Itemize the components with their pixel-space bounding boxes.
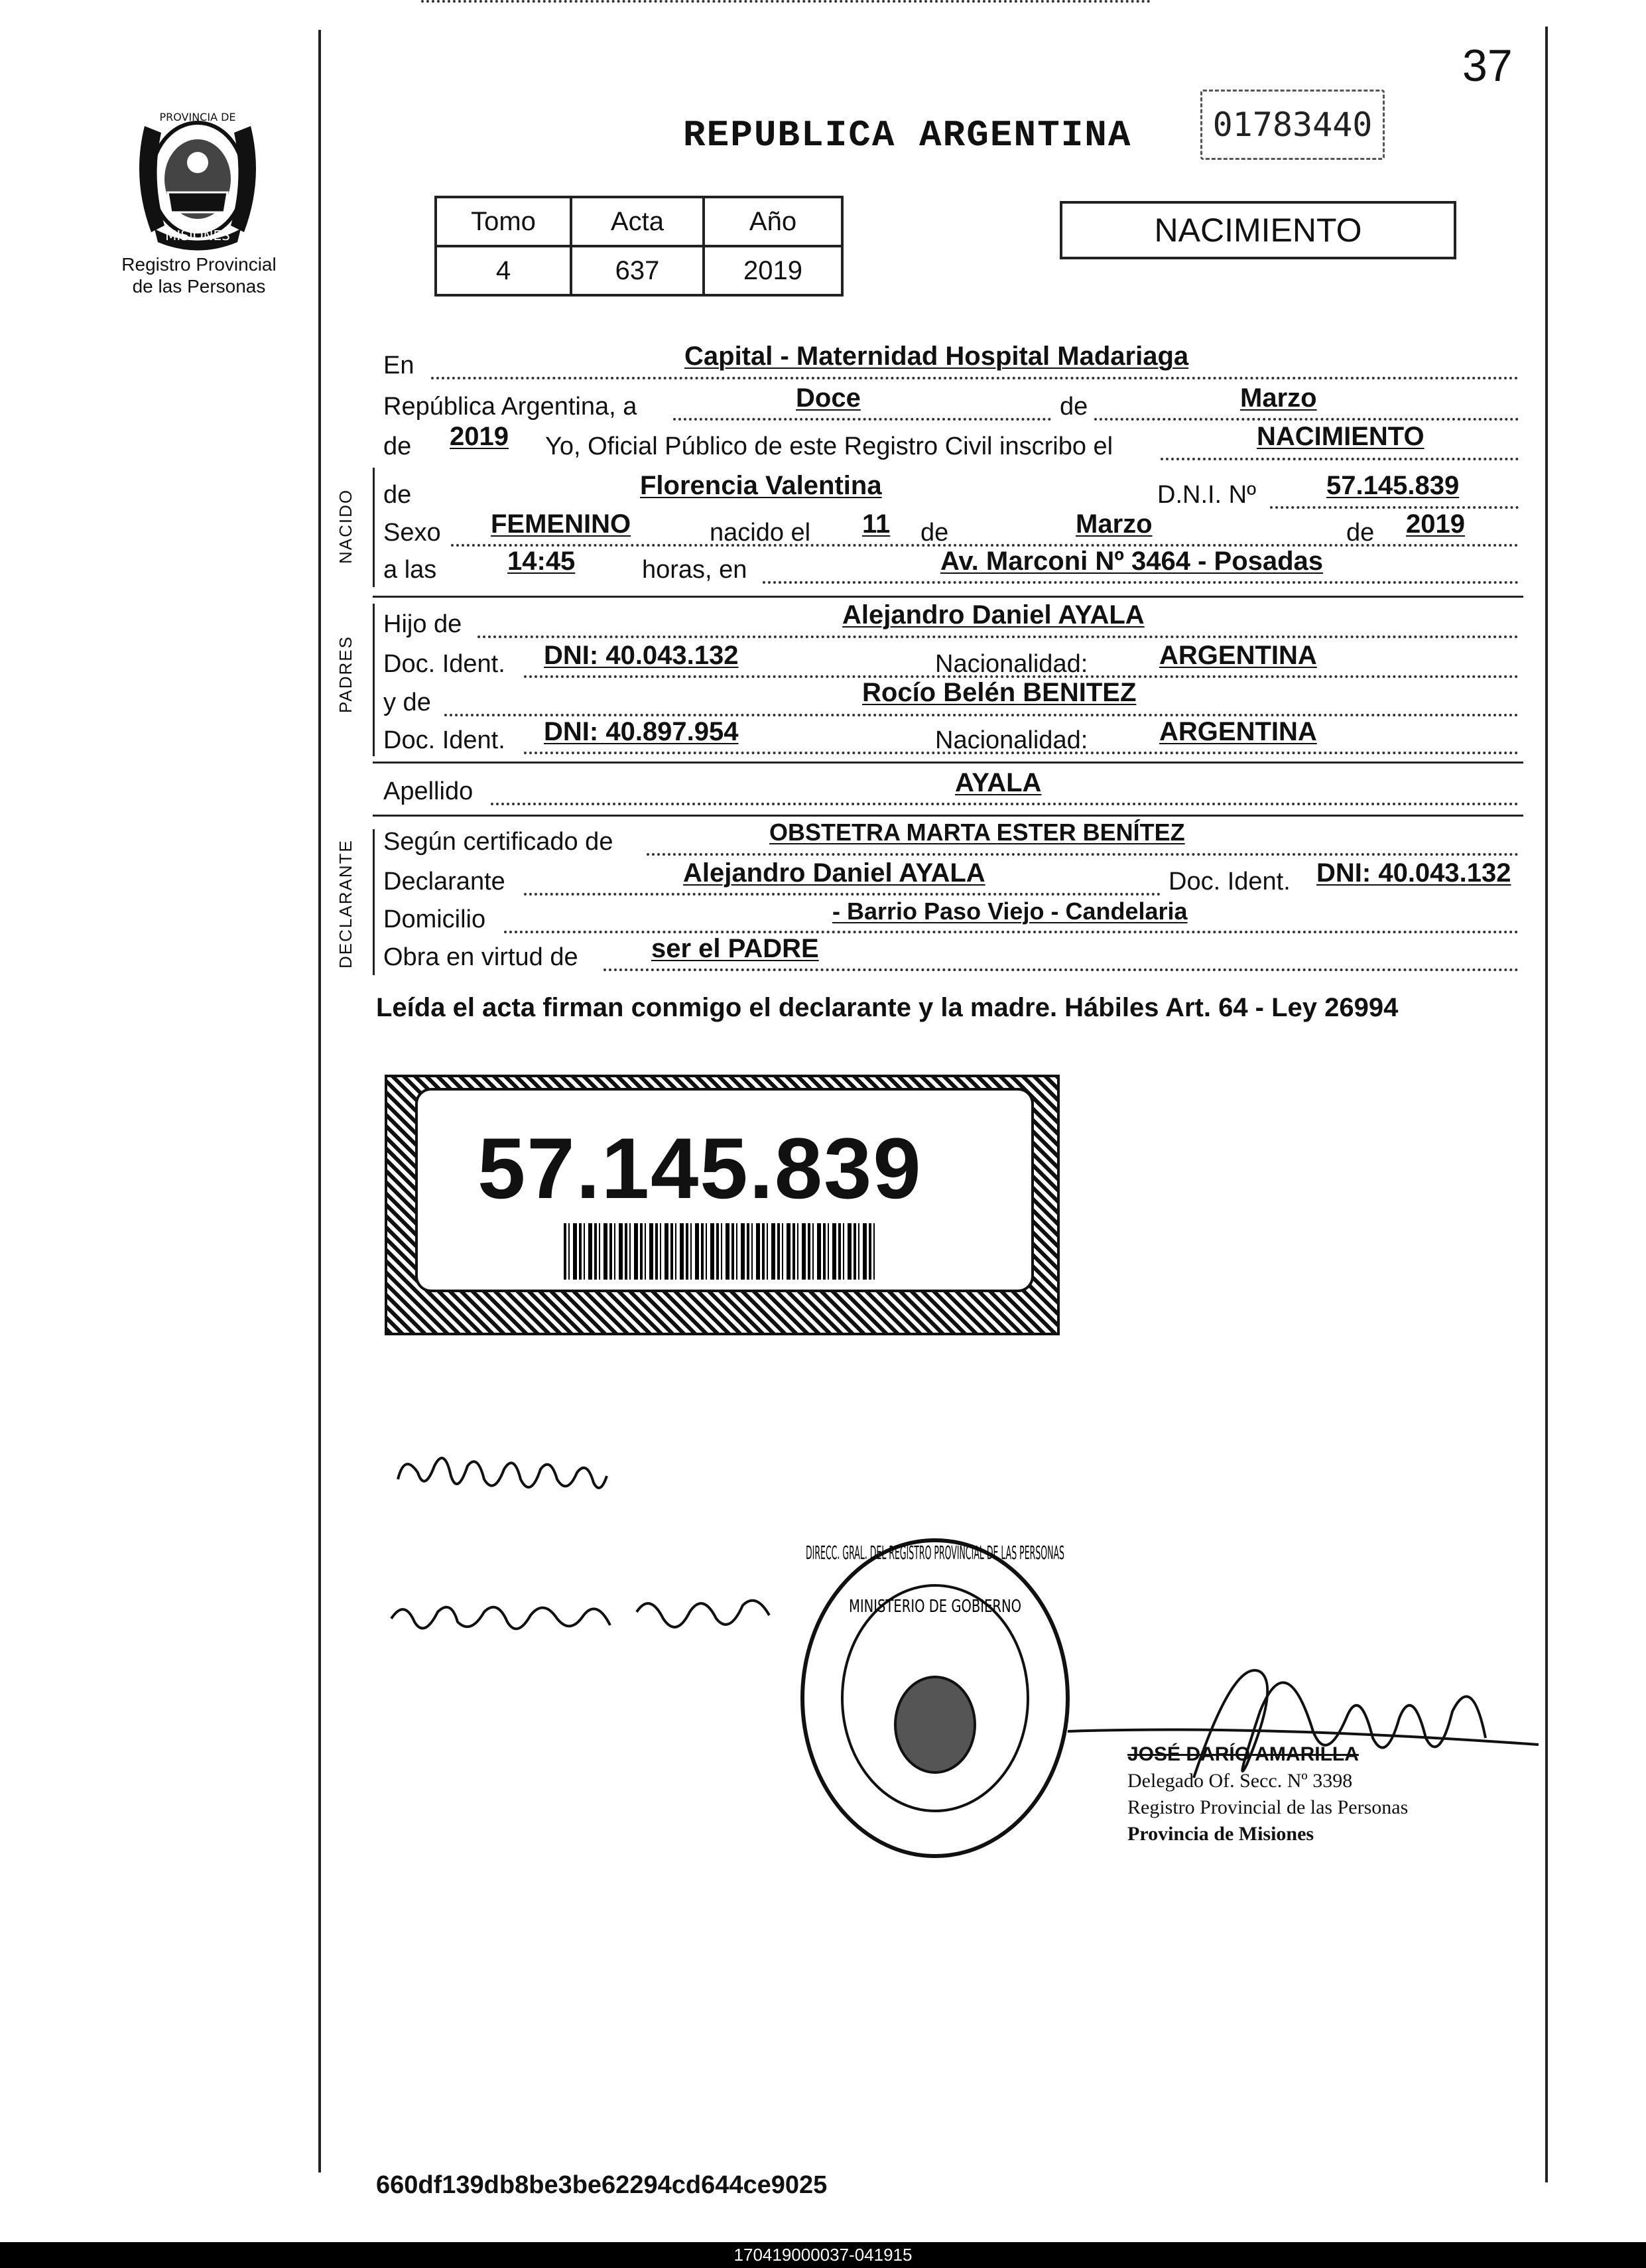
place-value: Av. Marconi Nº 3464 - Posadas (940, 547, 1324, 576)
father-doc: DNI: 40.043.132 (544, 641, 739, 670)
seal-inner-text: MINISTERIO DE GOBIERNO (849, 1597, 1021, 1617)
serial-number: 01783440 (1200, 90, 1385, 160)
bracket-declarante (373, 829, 375, 975)
domicilio-value: - Barrio Paso Viejo - Candelaria (832, 898, 1188, 925)
time-value: 14:45 (507, 547, 576, 576)
segun-label: Según certificado de (383, 828, 613, 856)
record-table-value-ano: 2019 (704, 246, 842, 295)
record-table-value-tomo: 4 (436, 246, 571, 295)
official-province: Provincia de Misiones (1127, 1823, 1314, 1845)
right-margin-line (1545, 27, 1548, 2182)
en-label: En (383, 352, 414, 379)
record-table-header-acta: Acta (571, 197, 704, 246)
bracket-nacido (373, 468, 375, 587)
mother-value: Rocío Belén BENITEZ (862, 678, 1137, 707)
separator-1 (373, 596, 1523, 598)
bracket-padres (373, 604, 375, 756)
place-dots (763, 581, 1519, 584)
document-title: REPUBLICA ARGENTINA (683, 114, 1132, 157)
mother-doc: DNI: 40.897.954 (544, 717, 739, 746)
domicilio-dots (504, 931, 1519, 933)
apellido-label: Apellido (383, 777, 474, 805)
de3-label: de (383, 481, 412, 509)
mother-dots (444, 714, 1519, 716)
hijo-label: Hijo de (383, 610, 462, 638)
side-label-padres: PADRES (336, 635, 355, 713)
seal-coat-of-arms-icon (895, 1677, 975, 1772)
de-label: de (1060, 393, 1088, 421)
nac1-label: Nacionalidad: (935, 650, 1088, 678)
republica-label: República Argentina, a (383, 393, 637, 421)
inscribe-value: NACIMIENTO (1257, 422, 1424, 451)
horas-label: horas, en (642, 556, 747, 584)
declarante-label: Declarante (383, 868, 505, 896)
mother-nat: ARGENTINA (1159, 717, 1317, 746)
signature-madre (385, 1572, 809, 1672)
barcode-icon (564, 1223, 875, 1280)
logo-caption (99, 253, 298, 297)
logo-caption-line2: de las Personas (132, 276, 266, 297)
cert-value: OBSTETRA MARTA ESTER BENÍTEZ (769, 819, 1185, 846)
month-value: Marzo (1240, 383, 1317, 413)
doc1-label: Doc. Ident. (383, 650, 505, 678)
name-dots (421, 0, 1151, 3)
signature-declarante (391, 1439, 617, 1519)
closing-text: Leída el acta firman conmigo el declarante y la madre. Hábiles Art. 64 - Ley 26994 (376, 993, 1399, 1022)
side-label-declarante: DECLARANTE (336, 839, 355, 968)
province-coat-of-arms-icon (125, 100, 271, 252)
side-label-nacido: NACIDO (336, 488, 355, 564)
svg-text:PROVINCIA DE: PROVINCIA DE (159, 111, 236, 123)
official-stamp (1127, 1741, 1408, 1847)
obra-dots (603, 968, 1519, 971)
de5-label: de (1346, 519, 1375, 547)
province-logo (125, 100, 271, 252)
footer-code: 170419000037-041915 (733, 2245, 913, 2265)
dni-dots (1270, 506, 1519, 509)
obra-value: ser el PADRE (651, 934, 819, 963)
doc2-dots (524, 752, 1519, 754)
en-value: Capital - Maternidad Hospital Madariaga (684, 342, 1189, 371)
dni-label: D.N.I. Nº (1157, 481, 1256, 509)
father-nat: ARGENTINA (1159, 641, 1317, 670)
record-table-header-tomo: Tomo (436, 197, 571, 246)
doc2-label: Doc. Ident. (383, 726, 505, 754)
cert-dots (647, 853, 1519, 856)
dni-value: 57.145.839 (1326, 471, 1460, 500)
document-hash: 660df139db8be3be62294cd644ce9025 (376, 2171, 828, 2199)
sexo-value: FEMENINO (491, 509, 631, 539)
official-seal (796, 1532, 1074, 1864)
act-type-box: NACIMIENTO (1060, 201, 1456, 259)
nac2-label: Nacionalidad: (935, 726, 1088, 754)
record-table-header-ano: Año (704, 197, 842, 246)
left-margin-line (318, 30, 321, 2172)
record-table-value-acta: 637 (571, 246, 704, 295)
father-dots (477, 635, 1519, 638)
day-value: Doce (796, 383, 861, 413)
de4-label: de (920, 519, 949, 547)
a-las-label: a las (383, 556, 437, 584)
declarante-value: Alejandro Daniel AYALA (683, 858, 985, 888)
record-table (434, 196, 844, 297)
seal-ring-text: DIRECC. GRAL. DEL REGISTRO PROVINCIAL DE LAS PERSONAS (806, 1542, 1064, 1564)
logo-caption-line1: Registro Provincial (121, 254, 277, 275)
sticker-number: 57.145.839 (477, 1120, 922, 1217)
yo-label: Yo, Oficial Público de este Registro Civil inscribo el (545, 433, 1113, 460)
obra-label: Obra en virtud de (383, 943, 578, 971)
page-number: 37 (1462, 40, 1513, 91)
yde-label: y de (383, 689, 431, 716)
doc3-label: Doc. Ident. (1169, 868, 1291, 896)
svg-text:MISIONES: MISIONES (165, 228, 230, 243)
birth-day: 11 (862, 509, 891, 539)
inscribe-dots (1161, 458, 1519, 460)
declarante-dots (524, 893, 1161, 896)
nacido-label: nacido el (710, 519, 811, 547)
separator-2 (373, 762, 1523, 764)
birth-month: Marzo (1076, 509, 1153, 539)
birth-year: 2019 (1406, 509, 1465, 539)
official-role: Delegado Of. Secc. Nº 3398 (1127, 1770, 1353, 1792)
id-sticker (385, 1075, 1060, 1335)
domicilio-label: Domicilio (383, 905, 486, 933)
apellido-dots (491, 803, 1519, 805)
sexo-label: Sexo (383, 519, 441, 547)
day-dots (673, 418, 1051, 421)
apellido-value: AYALA (955, 768, 1042, 797)
official-name: JOSÉ DARÍO AMARILLA (1127, 1743, 1359, 1765)
en-dots (431, 377, 1519, 379)
sticker-inner (415, 1088, 1034, 1292)
separator-3 (373, 815, 1523, 817)
name-value: Florencia Valentina (640, 471, 882, 500)
father-value: Alejandro Daniel AYALA (842, 600, 1145, 630)
de2-label: de (383, 433, 412, 460)
official-office: Registro Provincial de las Personas (1127, 1796, 1409, 1818)
declarante-doc: DNI: 40.043.132 (1316, 858, 1511, 888)
year-value: 2019 (450, 422, 509, 451)
month-dots (1094, 418, 1519, 421)
